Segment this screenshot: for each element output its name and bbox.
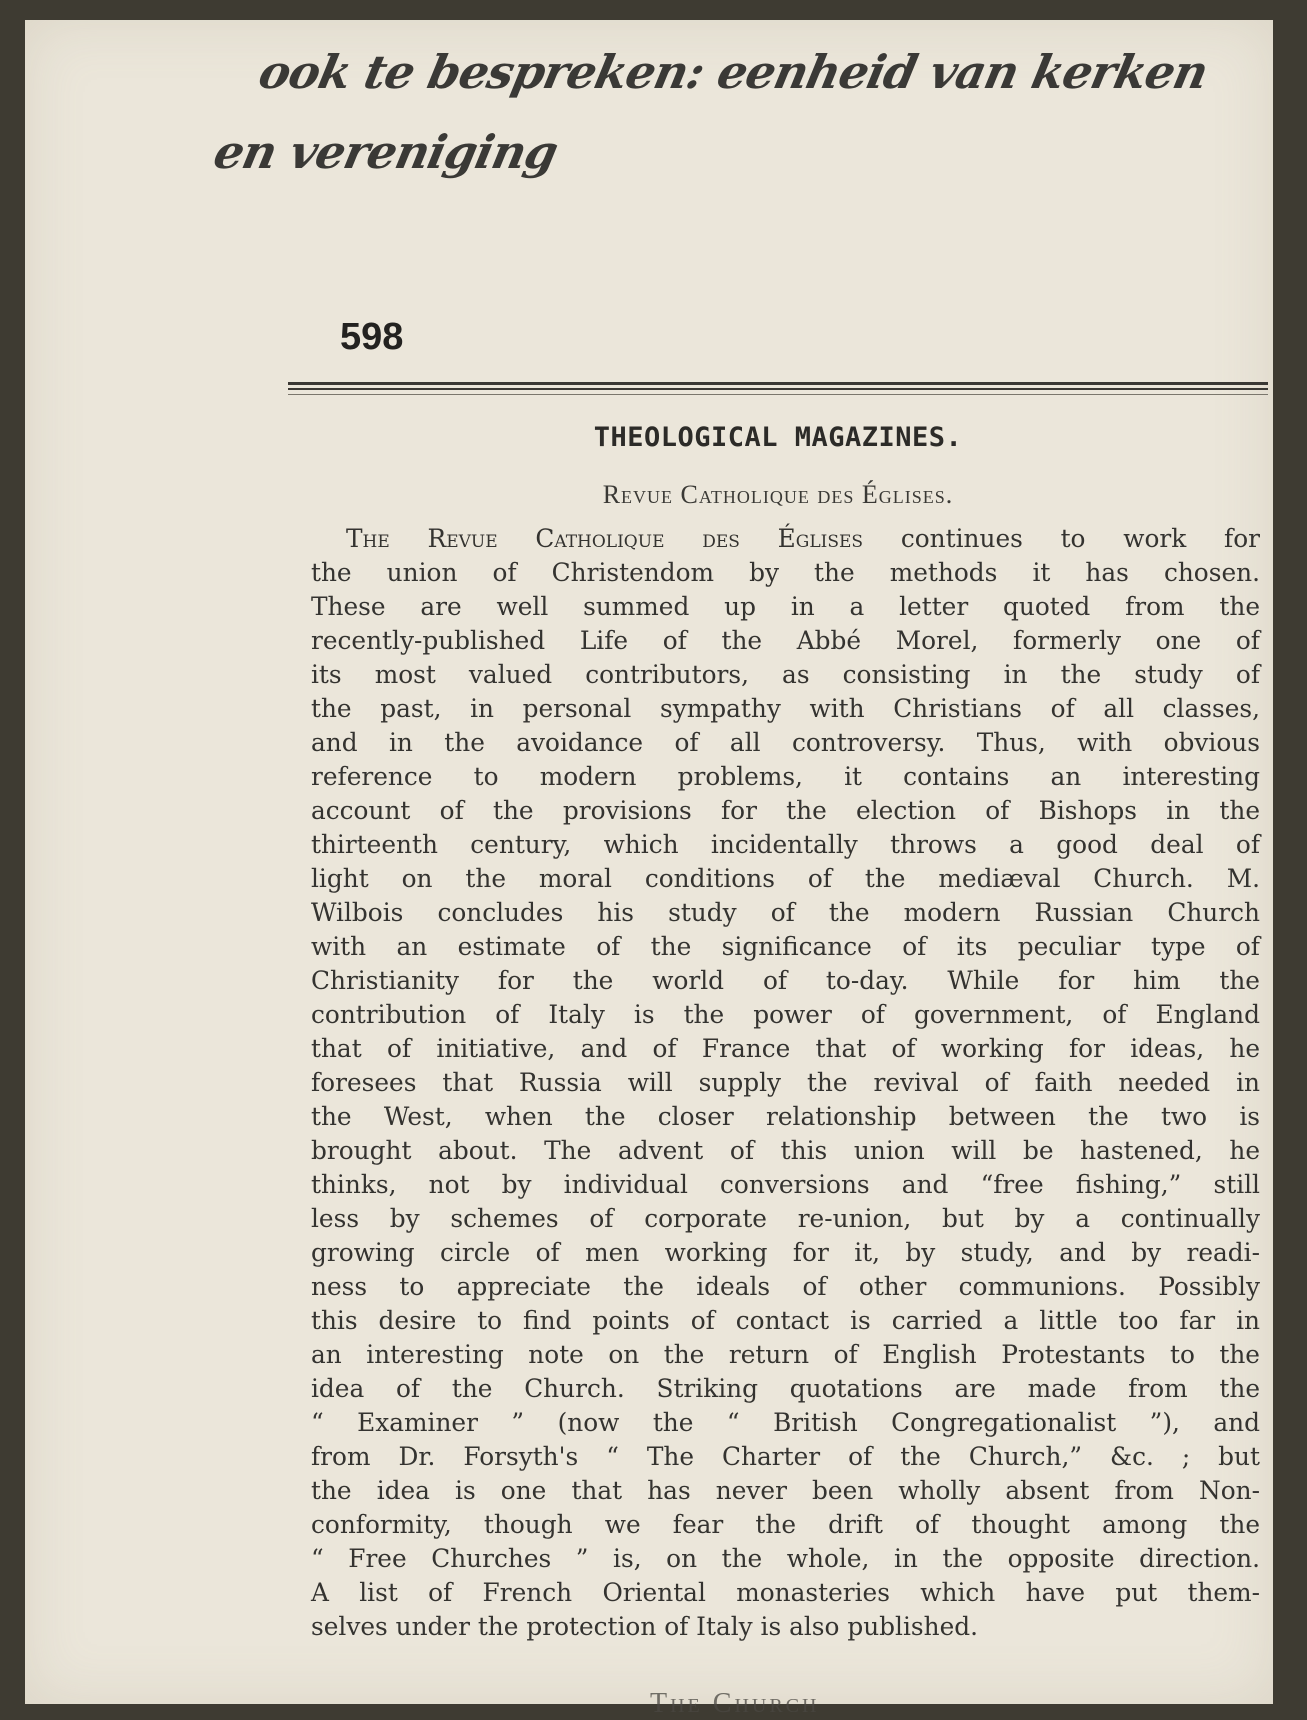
- article-line: and in the avoidance of all controversy. Thus, with obvious: [311, 728, 1260, 757]
- article-line: Christianity for the world of to-day. While for him the: [311, 966, 1260, 995]
- article-line: These are well summed up in a letter quoted from the: [311, 592, 1260, 621]
- lead-in-smallcaps: The Revue Catholique des Églises: [346, 524, 864, 553]
- article-line: A list of French Oriental monasteries which have put them-: [311, 1578, 1260, 1607]
- article-line: brought about. The advent of this union will be hastened, he: [311, 1136, 1260, 1165]
- section-title: THEOLOGICAL MAGAZINES.: [593, 422, 963, 453]
- header-rule-thick: [288, 382, 1268, 385]
- article-line: an interesting note on the return of English Protestants to the: [311, 1340, 1260, 1369]
- article-line: conformity, though we fear the drift of thought among the: [311, 1510, 1260, 1539]
- article-line: Wilbois concludes his study of the modern Russian Church: [311, 898, 1260, 927]
- article-line: the idea is one that has never been wholly absent from Non-: [311, 1476, 1260, 1505]
- article-line: light on the moral conditions of the mediæval Church. M.: [311, 864, 1260, 893]
- article-line: continues to work for: [863, 524, 1260, 553]
- article-line: the past, in personal sympathy with Christians of all classes,: [311, 694, 1260, 723]
- article-line: less by schemes of corporate re-union, but by a continually: [311, 1204, 1260, 1233]
- cut-off-heading-fragment: The Church: [650, 1688, 820, 1719]
- article-line: contribution of Italy is the power of government, of England: [311, 1000, 1260, 1029]
- article-body: [311, 522, 1260, 1644]
- article-line-last: selves under the protection of Italy is also published.: [311, 1612, 979, 1641]
- article-subtitle: Revue Catholique des Églises.: [602, 480, 954, 509]
- article-line: the union of Christendom by the methods it has chosen.: [311, 558, 1260, 587]
- article-line: growing circle of men working for it, by study, and by readi-: [311, 1238, 1260, 1267]
- handwritten-note-line-2: en vereniging: [209, 125, 563, 179]
- header-rule-thin: [288, 394, 1268, 395]
- article-line: with an estimate of the significance of its peculiar type of: [311, 932, 1260, 961]
- article-line: idea of the Church. Striking quotations are made from the: [311, 1374, 1260, 1403]
- article-line: the West, when the closer relationship between the two is: [311, 1102, 1260, 1131]
- article-line: thinks, not by individual conversions and “free fishing,” still: [311, 1170, 1260, 1199]
- article-line: “ Free Churches ” is, on the whole, in the opposite direction.: [311, 1544, 1260, 1573]
- article-line: account of the provisions for the election of Bishops in the: [311, 796, 1260, 825]
- article-line: this desire to find points of contact is carried a little too far in: [311, 1306, 1260, 1335]
- article-line: “ Examiner ” (now the “ British Congregationalist ”), and: [311, 1408, 1260, 1437]
- article-line: reference to modern problems, it contains an interesting: [311, 762, 1260, 791]
- article-line: foresees that Russia will supply the revival of faith needed in: [311, 1068, 1260, 1097]
- article-line: from Dr. Forsyth's “ The Charter of the Church,” &c. ; but: [311, 1442, 1260, 1471]
- article-line: recently-published Life of the Abbé Morel, formerly one of: [311, 626, 1260, 655]
- handwritten-note-line-1: ook te bespreken: eenheid van kerken: [254, 45, 1213, 99]
- header-rule-mid: [288, 388, 1268, 390]
- article-line: thirteenth century, which incidentally throws a good deal of: [311, 830, 1260, 859]
- article-line: that of initiative, and of France that of working for ideas, he: [311, 1034, 1260, 1063]
- page-number: 598: [340, 316, 404, 358]
- article-line: ness to appreciate the ideals of other communions. Possibly: [311, 1272, 1260, 1301]
- article-line: its most valued contributors, as consisting in the study of: [311, 660, 1260, 689]
- article-line-first: [311, 522, 1260, 556]
